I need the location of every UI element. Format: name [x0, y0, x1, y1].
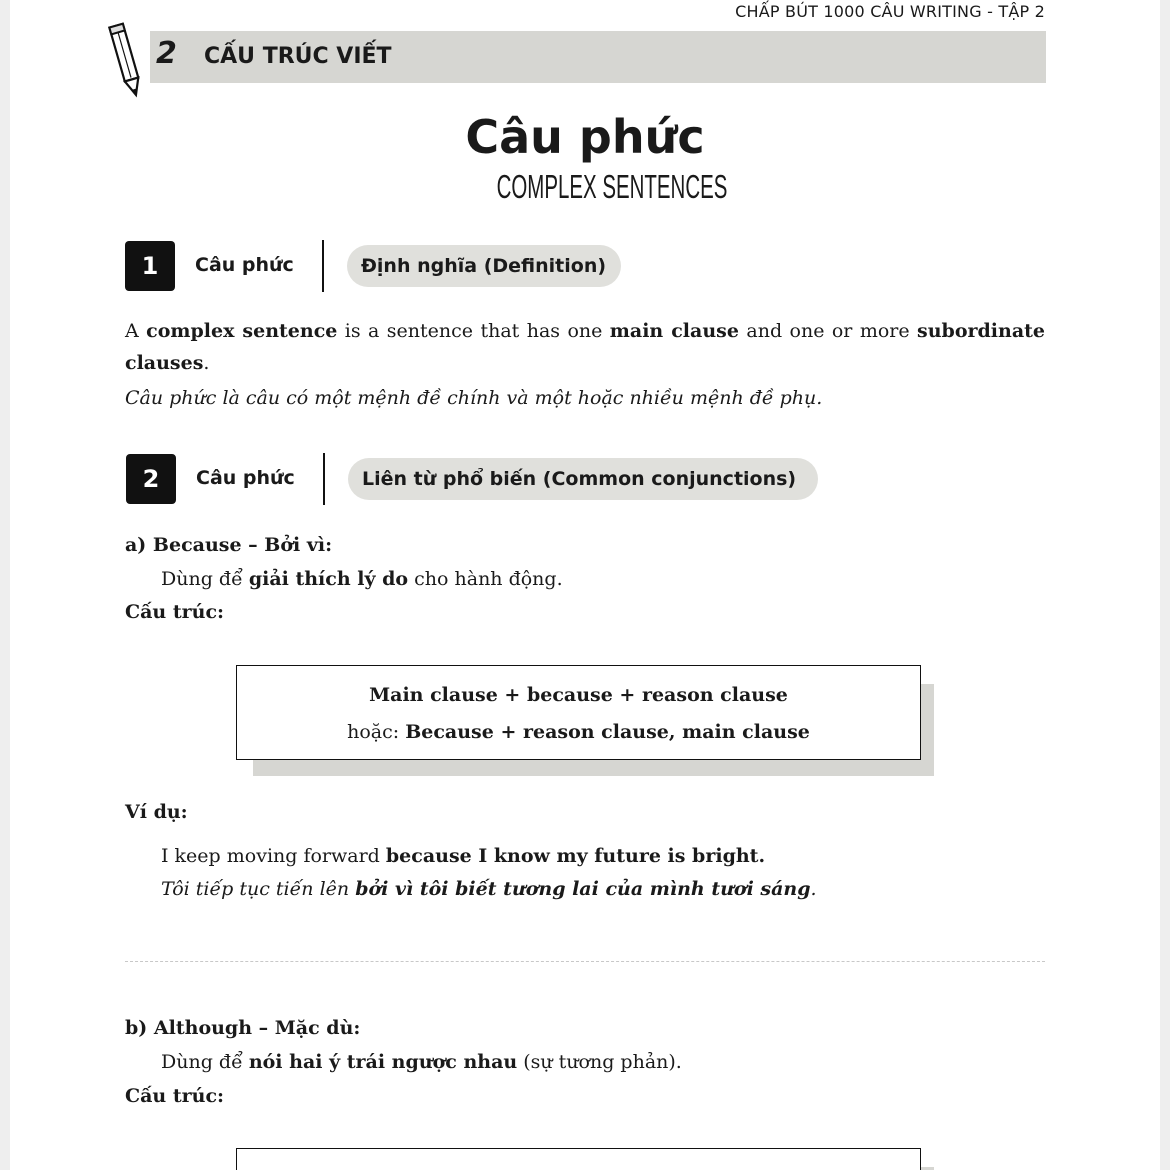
page-title: Câu phức: [465, 110, 705, 164]
definition-text: A complex sentence is a sentence that has one main clause and one or more subordinate clauses.: [125, 320, 1046, 374]
structure-box: [236, 665, 921, 760]
chapter-title: CẤU TRÚC VIẾT: [204, 44, 392, 69]
usage-although: Dùng để nói hai ý trái ngược nhau (sự tương phản).: [161, 1051, 682, 1073]
structure-line: hoặc: Because + reason clause, main clause: [347, 721, 810, 743]
page-subtitle: COMPLEX SENTENCES: [496, 168, 728, 205]
subheading-because: a) Because – Bởi vì:: [125, 534, 333, 556]
pencil-icon: [104, 20, 150, 100]
section-label: Câu phức: [196, 467, 295, 489]
example-sentence: I keep moving forward because I know my future is bright.: [161, 845, 766, 867]
running-header: CHẤP BÚT 1000 CÂU WRITING - TẬP 2: [735, 2, 1045, 21]
section-separator: [125, 961, 1045, 962]
structure-box: [236, 1148, 921, 1170]
section-label: Câu phức: [195, 254, 294, 276]
definition-translation: Câu phức là câu có một mệnh đề chính và một hoặc nhiều mệnh đề phụ.: [125, 387, 823, 409]
usage-because: Dùng để giải thích lý do cho hành động.: [161, 568, 563, 590]
page: [10, 0, 1160, 1170]
structure-label: Cấu trúc:: [125, 601, 225, 623]
example-label: Ví dụ:: [125, 801, 188, 823]
section-divider: [322, 240, 324, 292]
subheading-although: b) Although – Mặc dù:: [125, 1017, 361, 1039]
section-pill-conjunctions: Liên từ phổ biến (Common conjunctions): [348, 458, 818, 500]
section-pill-definition: Định nghĩa (Definition): [347, 245, 621, 287]
section-divider: [323, 453, 325, 505]
chapter-number: 2: [156, 36, 177, 71]
section-number-badge: 2: [126, 454, 176, 504]
structure-line: Main clause + because + reason clause: [369, 684, 788, 706]
example-translation: Tôi tiếp tục tiến lên bởi vì tôi biết tương lai của mình tươi sáng.: [161, 878, 817, 900]
structure-label: Cấu trúc:: [125, 1085, 225, 1107]
section-number-badge: 1: [125, 241, 175, 291]
